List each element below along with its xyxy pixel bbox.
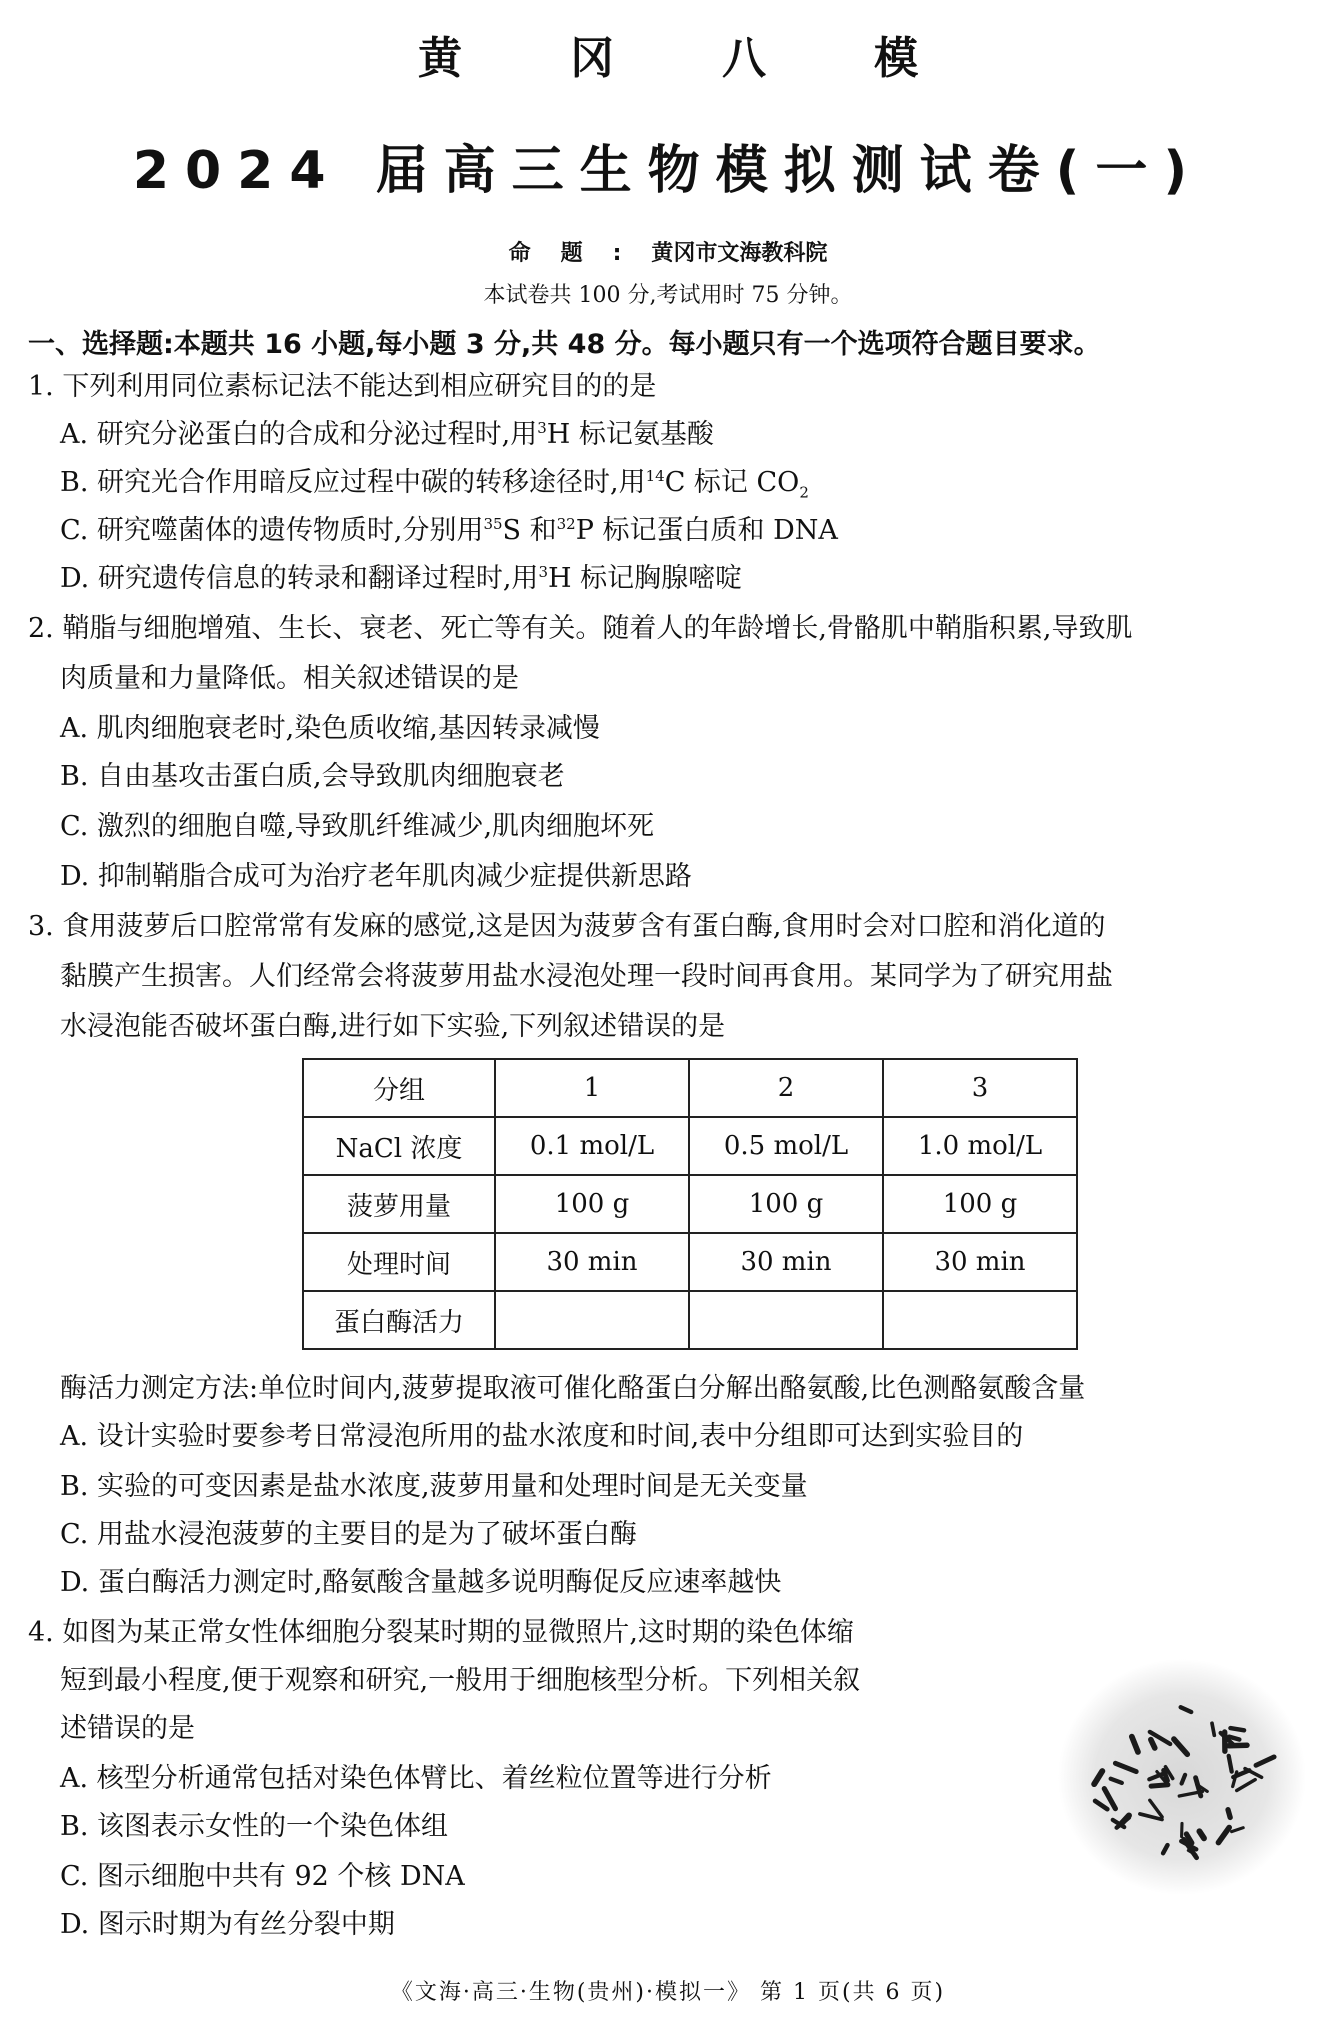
table-cell [883,1291,1077,1349]
table-cell: 100 g [495,1175,689,1233]
table-row [303,1059,1077,1117]
table-cell: 菠萝用量 [303,1175,495,1233]
q1-c-text1: C. 研究噬菌体的遗传物质时,分别用 [60,515,484,546]
exam-title: 2024 届高三生物模拟测试卷(一) [132,141,1204,201]
section-heading: 一、选择题:本题共 16 小题,每小题 3 分,共 48 分。每小题只有一个选项符合题目要求。 [28,329,1101,360]
table-cell: 处理时间 [303,1233,495,1291]
q1-option-a [60,418,714,452]
q1-b-text1: B. 研究光合作用暗反应过程中碳的转移途径时,用 [60,467,646,498]
q1-option-c [60,514,838,548]
setter-line [0,236,1336,267]
q4-stem-line2: 短到最小程度,便于观察和研究,一般用于细胞核型分析。下列相关叙 [60,1665,861,1696]
setter-value: 黄冈市文海教科院 [651,241,828,266]
q3-stem-line2: 黏膜产生损害。人们经常会将菠萝用盐水浸泡处理一段时间再食用。某同学为了研究用盐 [60,961,1113,992]
q4-stem-line3: 述错误的是 [60,1713,195,1744]
q4-option-b: B. 该图表示女性的一个染色体组 [60,1811,449,1842]
table-cell: 30 min [495,1233,689,1291]
q3-method: 酶活力测定方法:单位时间内,菠萝提取液可催化酪蛋白分解出酪氨酸,比色测酪氨酸含量 [60,1373,1086,1404]
table-cell: 2 [689,1059,883,1117]
table-cell: 分组 [303,1059,495,1117]
page-footer: 《文海·高三·生物(贵州)·模拟一》 第 1 页(共 6 页) [390,1980,946,2005]
table-row [303,1117,1077,1175]
q4-option-a: A. 核型分析通常包括对染色体臂比、着丝粒位置等进行分析 [60,1763,772,1794]
exam-note: 本试卷共 100 分,考试用时 75 分钟。 [483,283,853,308]
q3-option-d: D. 蛋白酶活力测定时,酪氨酸含量越多说明酶促反应速率越快 [60,1567,782,1598]
chromosome-mark [1229,1737,1239,1740]
q3-option-b: B. 实验的可变因素是盐水浓度,菠萝用量和处理时间是无关变量 [60,1471,808,1502]
table-cell [495,1291,689,1349]
q1-a-text2: H 标记氨基酸 [546,419,714,450]
q1-d-sup: 3 [538,563,548,581]
q2-stem-line1: 2. 鞘脂与细胞增殖、生长、衰老、死亡等有关。随着人的年龄增长,骨骼肌中鞘脂积累,导致肌 [28,613,1133,644]
setter-label: 命题: [508,241,652,266]
q2-stem-line2: 肉质量和力量降低。相关叙述错误的是 [60,663,519,694]
q4-option-d: D. 图示时期为有丝分裂中期 [60,1909,395,1940]
table-row [303,1291,1077,1349]
chromosome-mark [1229,1745,1247,1746]
q1-option-d [60,562,742,596]
table-cell: 1 [495,1059,689,1117]
table-cell: 30 min [689,1233,883,1291]
table-cell: 30 min [883,1233,1077,1291]
q1-c-sup1: 35 [483,515,503,533]
table-cell: NaCl 浓度 [303,1117,495,1175]
q4-stem-line1: 4. 如图为某正常女性体细胞分裂某时期的显微照片,这时期的染色体缩 [28,1617,854,1648]
table-row [303,1233,1077,1291]
chromosome-micrograph [1052,1652,1312,1902]
q1-b-sup: 14 [645,467,665,485]
chromosome-mark [1212,1723,1214,1735]
q1-c-sup2: 32 [556,515,576,533]
q3-option-c: C. 用盐水浸泡菠萝的主要目的是为了破坏蛋白酶 [60,1519,637,1550]
table-cell: 0.5 mol/L [689,1117,883,1175]
q2-option-d: D. 抑制鞘脂合成可为治疗老年肌肉减少症提供新思路 [60,861,692,892]
chromosome-mark [1228,1810,1230,1818]
q1-stem: 1. 下列利用同位素标记法不能达到相应研究目的的是 [28,371,657,402]
table-row [303,1175,1077,1233]
q2-option-a: A. 肌肉细胞衰老时,染色质收缩,基因转录减慢 [60,713,600,744]
table-cell: 3 [883,1059,1077,1117]
chromosome-mark [1230,1728,1244,1730]
q3-stem-line1: 3. 食用菠萝后口腔常常有发麻的感觉,这是因为菠萝含有蛋白酶,食用时会对口腔和消化道的 [28,911,1106,942]
chromosome-mark [1151,1740,1155,1748]
table-cell: 0.1 mol/L [495,1117,689,1175]
q1-option-b [60,466,809,500]
chromosome-mark [1199,1831,1204,1838]
q1-b-sub: 2 [799,483,809,502]
q4-option-c: C. 图示细胞中共有 92 个核 DNA [60,1861,465,1892]
q1-c-text2: S 和 [502,515,557,546]
q1-a-text1: A. 研究分泌蛋白的合成和分泌过程时,用 [60,419,538,450]
q1-a-sup: 3 [537,419,547,437]
chromosome-mark [1229,1756,1232,1772]
q1-d-text1: D. 研究遗传信息的转录和翻译过程时,用 [60,563,539,594]
series-title: 黄冈八模 [418,33,1026,84]
experiment-table [302,1058,1078,1350]
chromosome-mark [1151,1785,1168,1786]
table-cell [689,1291,883,1349]
q1-d-text2: H 标记胸腺嘧啶 [547,563,743,594]
q1-b-text2: C 标记 CO [664,467,800,498]
q3-option-a: A. 设计实验时要参考日常浸泡所用的盐水浓度和时间,表中分组即可达到实验目的 [60,1421,1024,1452]
q1-c-text3: P 标记蛋白质和 DNA [575,515,838,546]
table-cell: 蛋白酶活力 [303,1291,495,1349]
table-cell: 100 g [689,1175,883,1233]
table-cell: 1.0 mol/L [883,1117,1077,1175]
q2-option-b: B. 自由基攻击蛋白质,会导致肌肉细胞衰老 [60,761,565,792]
table-cell: 100 g [883,1175,1077,1233]
chromosome-mark [1164,1770,1168,1780]
q2-option-c: C. 激烈的细胞自噬,导致肌纤维减少,肌肉细胞坏死 [60,811,655,842]
q3-stem-line3: 水浸泡能否破坏蛋白酶,进行如下实验,下列叙述错误的是 [60,1011,726,1042]
